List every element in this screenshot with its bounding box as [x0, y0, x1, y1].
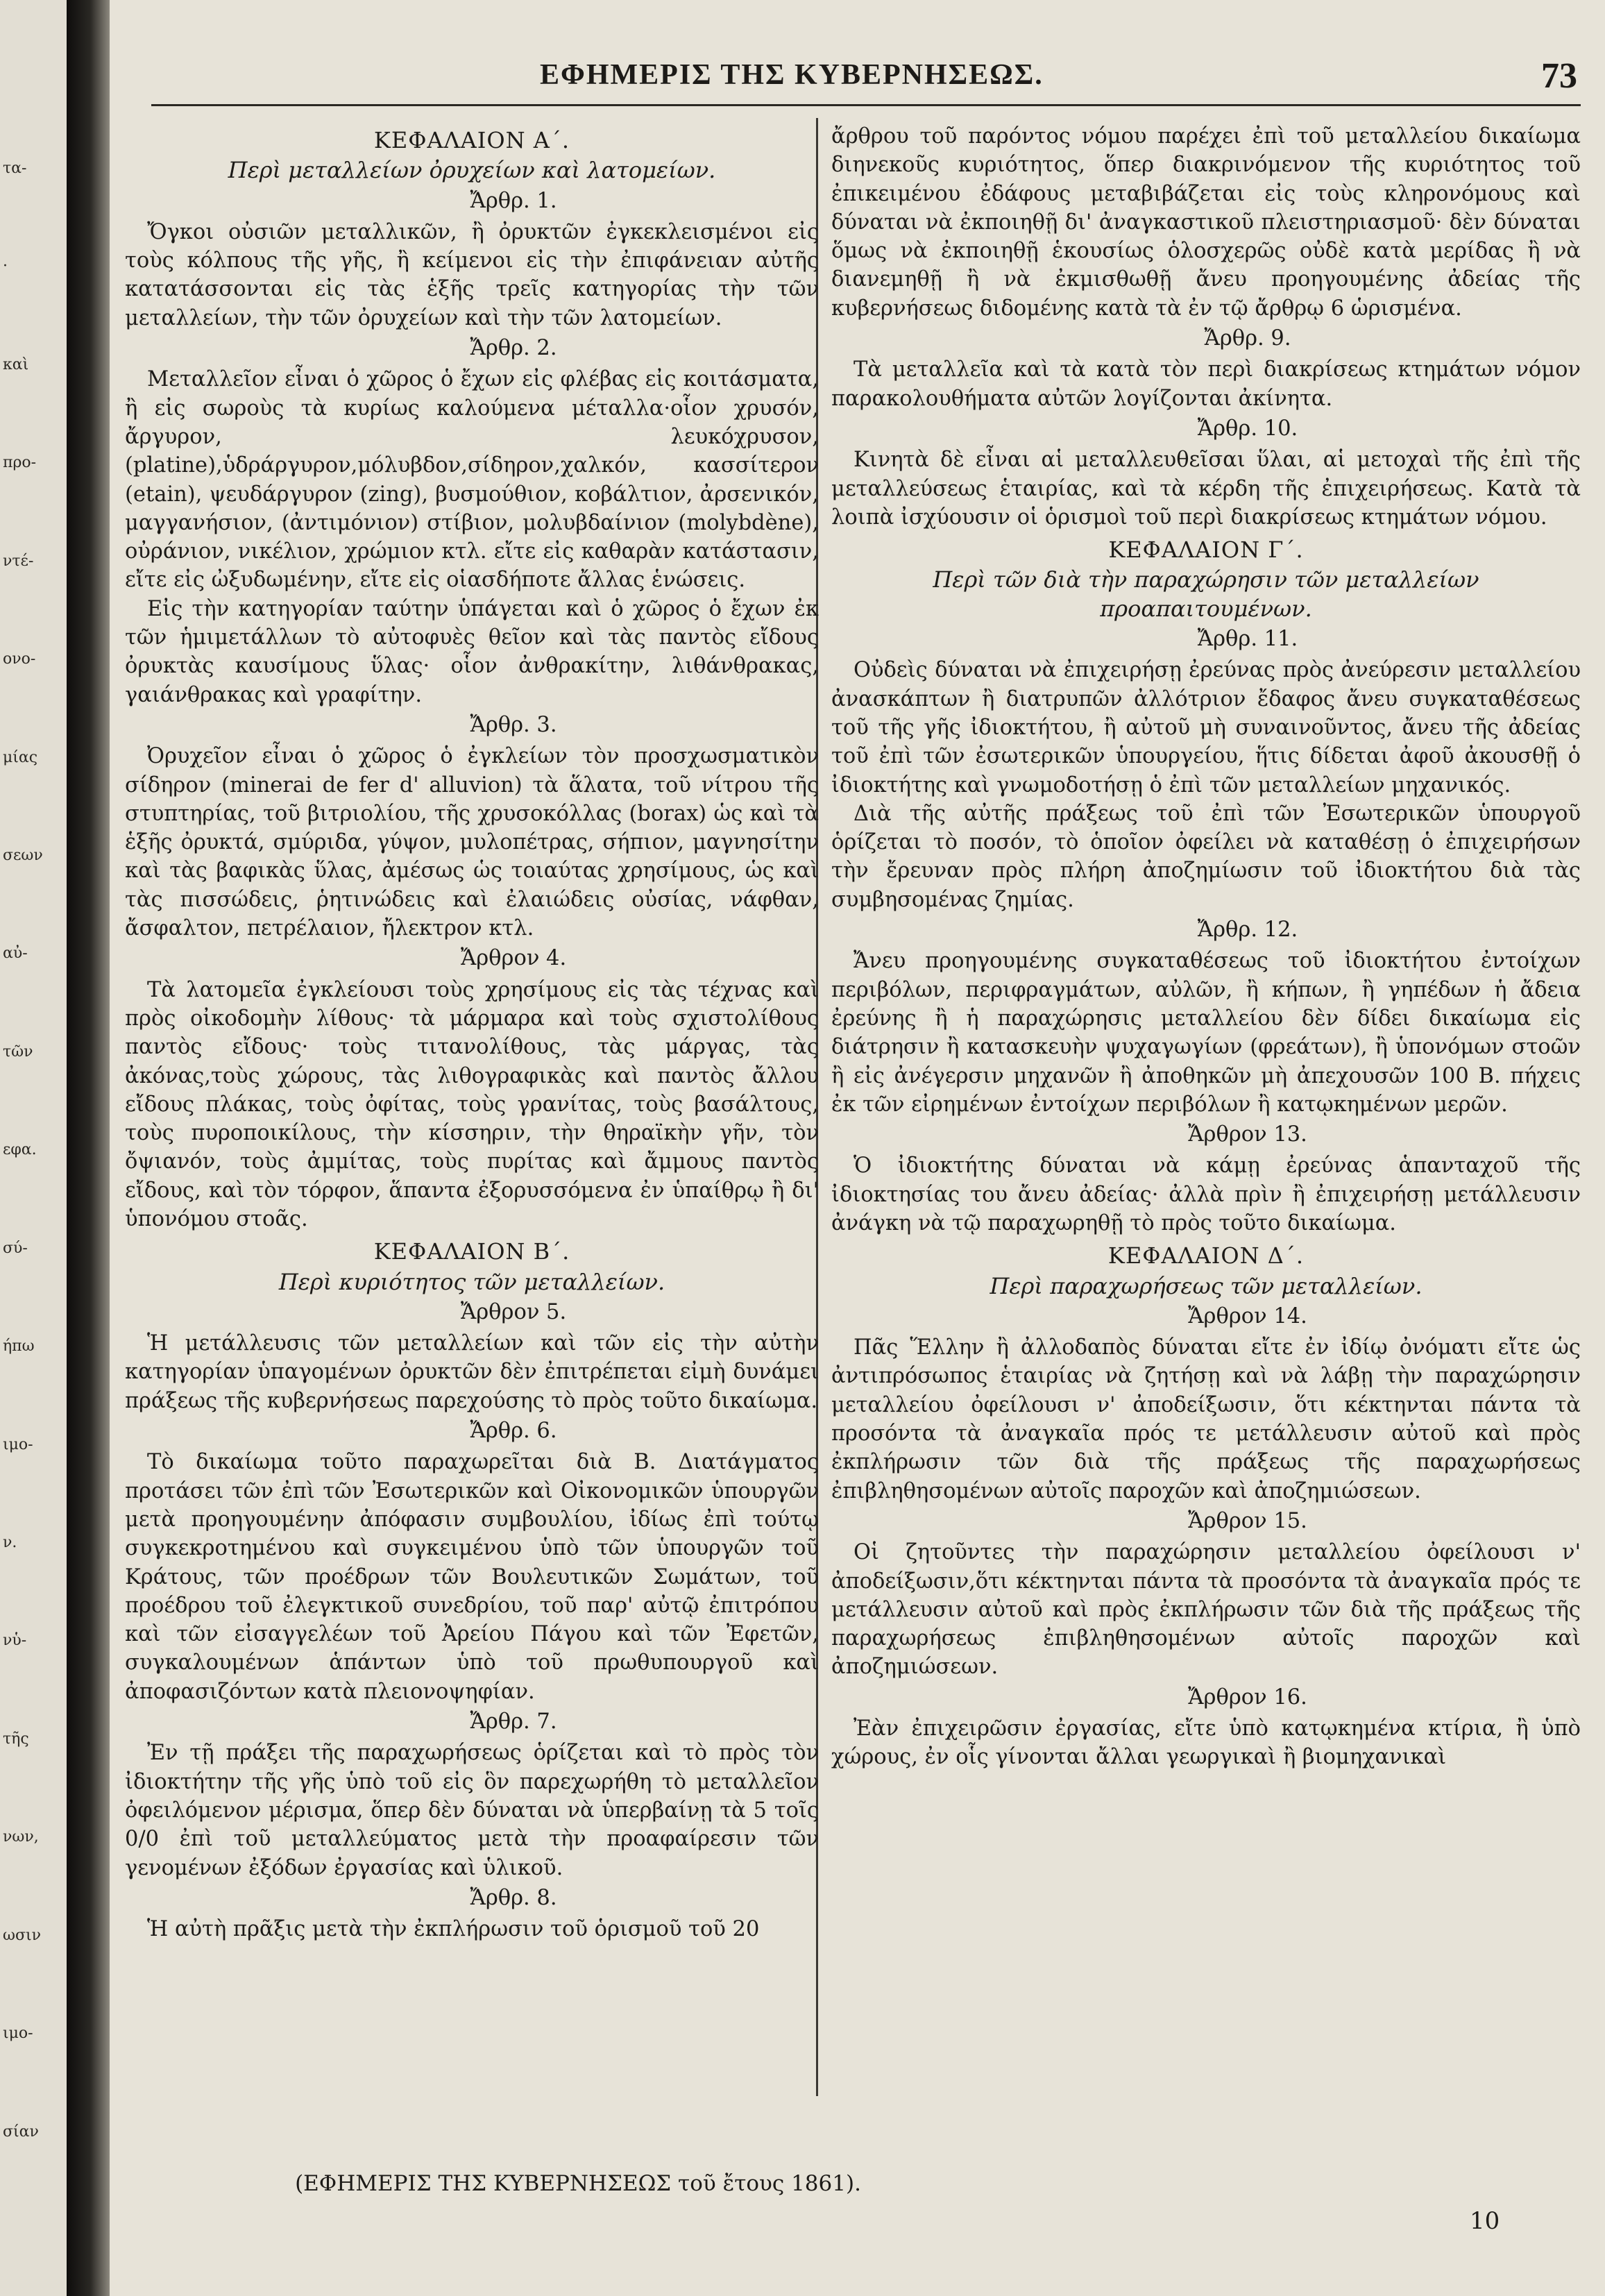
chapter-heading: ΚΕΦΑΛΑΙΟΝ Α΄. [373, 127, 570, 153]
article-number: Ἄρθρ. 3. [470, 712, 557, 737]
running-title: ΕΦΗΜΕΡΙΣ ΤΗΣ ΚΥΒΕΡΝΗΣΕΩΣ. [540, 59, 1044, 91]
margin-fragment: ωσιν [3, 1927, 41, 1944]
margin-fragment: τα- [3, 160, 27, 177]
gazette-page [110, 0, 1605, 2296]
margin-fragment: ντέ- [3, 552, 34, 570]
previous-page-margin [0, 0, 67, 2296]
paragraph: Ἐὰν ἐπιχειρῶσιν ἐργασίας, εἴτε ὑπὸ κατῳκημένα κτίρια, ἢ ὑπὸ χώρους, ἐν οἷς γίνονται ἄλλαι γεωργικαὶ ἢ βιομηχανικαὶ [831, 1716, 1581, 1770]
article-number: Ἄρθρ. 2. [470, 336, 557, 361]
margin-fragment: μίας [3, 749, 38, 766]
paragraph: Πᾶς Ἕλλην ἢ ἀλλοδαπὸς δύναται εἴτε ἐν ἰδίῳ ὀνόματι εἴτε ὡς ἀντιπρόσωπος ἑταιρίας νὰ ζητήσῃ καὶ νὰ λάβῃ τὴν παραχώρησιν μεταλλείου ὀφείλουσι ν' ἀποδείξωσιν, ὅτι κέκτηνται πάντα τὰ προσόντα τὰ ἀναγκαῖα πρός τε μετάλλευσιν αὐτοῦ καὶ πρὸς ἐκπλήρωσιν τῶν διὰ τῆς πράξεως τῆς παραχωρήσεως ἐπιβληθησομένων αὐτοῖς παροχῶν καὶ ἀποζημιώσεων. [831, 1335, 1581, 1503]
margin-fragment: σεων [3, 847, 43, 864]
article-number: Ἄρθρον 15. [1188, 1508, 1307, 1533]
margin-fragment: νων, [3, 1828, 39, 1846]
paragraph: Διὰ τῆς αὐτῆς πράξεως τοῦ ἐπὶ τῶν Ἐσωτερικῶν ὑπουργοῦ ὁρίζεται τὸ ποσόν, τὸ ὁποῖον ὀφείλει νὰ καταθέσῃ ὁ ἐπιχειρήσων τὴν ἔρευναν πρὸς πλήρη ἀποζημίωσιν τοῦ ἰδιοκτήτου διὰ τὰς συμβησομένας ζημίας. [831, 801, 1581, 912]
margin-fragment: σύ- [3, 1240, 28, 1257]
chapter-heading: ΚΕΦΑΛΑΙΟΝ Γ΄. [1108, 537, 1304, 564]
margin-fragment: προ- [3, 454, 37, 471]
paragraph: Οἱ ζητοῦντες τὴν παραχώρησιν μεταλλείου ὀφείλουσι ν' ἀποδείξωσιν,ὅτι κέκτηνται πάντα τὰ προσόντα τὰ ἀναγκαῖα πρός τε μετάλλευσιν αὐτοῦ καὶ πρὸς ἐκπλήρωσιν τῶν διὰ τῆς πράξεως τῆς παραχωρήσεως ἐπιβληθησομένων αὐτοῖς παροχῶν καὶ ἀποζημιώσεων. [831, 1540, 1581, 1680]
paragraph: Μεταλλεῖον εἶναι ὁ χῶρος ὁ ἔχων εἰς φλέβας εἰς κοιτάσματα, ἢ εἰς σωροὺς τὰ κυρίως καλούμενα μέταλλα·οἷον χρυσόν, ἄργυρον, λευκόχρυσον, (platine),ὑδράργυρον,μόλυβδον,σίδηρον,χαλκόν, κασσίτερον (etain), ψευδάργυρον (zing), βυσμούθιον, κοβάλτιον, ἀρσενικόν, μαγγανήσιον, (ἀντιμόνιον) στίβιον, μολυβδαίνιον (molybdène), οὐράνιον, νικέλιον, χρώμιον κτλ. εἴτε εἰς καθαρὰν κατάστασιν, εἴτε εἰς ὠξυδωμένην, εἴτε εἰς οἱασδήποτε ἄλλας ἑνώσεις. [125, 367, 819, 593]
margin-fragment: ν. [3, 1534, 17, 1551]
article-number: Ἄρθρ. 12. [1197, 918, 1298, 943]
paragraph: Οὐδεὶς δύναται νὰ ἐπιχειρήσῃ ἐρεύνας πρὸς ἀνεύρεσιν μεταλλείου ἀνασκάπτων ἢ διατρυπῶν ἀλλότριον ἔδαφος ἄνευ συγκαταθέσεως τοῦ τῆς γῆς ἰδιοκτήτου, ἢ αὐτοῦ μὴ συναινοῦντος, ἄνευ τῆς ἀδείας τοῦ ἐπὶ τῶν ἐσωτερικῶν ὑπουργείου, ἥτις δίδεται ἀφοῦ ἀκουσθῇ ὁ ἰδιοκτήτης καὶ γνωμοδοτήσῃ ὁ ἐπὶ τῶν μεταλλείων μηχανικός. [831, 658, 1581, 797]
paragraph: Ὄγκοι οὐσιῶν μεταλλικῶν, ἢ ὀρυκτῶν ἐγκεκλεισμένοι εἰς τοὺς κόλπους τῆς γῆς, ἢ κείμενοι εἰς τὴν ἐπιφάνειαν αὐτῆς κατατάσσονται εἰς τὰς ἑξῆς τρεῖς κατηγορίας τὴν τῶν μεταλλείων, τὴν τῶν ὀρυχείων καὶ τὴν τῶν λατομείων. [125, 219, 819, 330]
paragraph: Ἐν τῇ πράξει τῆς παραχωρήσεως ὁρίζεται καὶ τὸ πρὸς τὸν ἰδιοκτήτην τῆς γῆς ὑπὸ τοῦ εἰς ὃν παρεχωρήθη τὸ μεταλλεῖον ὀφειλόμενον μέρισμα, ὅπερ δὲν δύναται νὰ ὑπερβαίνῃ τὰ 5 τοῖς 0/0 ἐπὶ τοῦ μεταλλεύματος μετὰ τὴν προαφαίρεσιν τῶν γενομένων ἐξόδων ἐργασίας καὶ ὑλικοῦ. [125, 1741, 819, 1880]
page-footer [245, 2171, 911, 2196]
chapter-subtitle: Περὶ παραχωρήσεως τῶν μεταλλείων. [990, 1272, 1423, 1299]
paragraph: Ἄνευ προηγουμένης συγκαταθέσεως τοῦ ἰδιοκτήτου ἐντοίχων περιβόλων, περιφραγμάτων, αὐλῶν, ἢ κήπων, ἢ γηπέδων ἡ ἄδεια ἐρεύνης ἢ ἡ παραχώρησις μεταλλείου δὲν δίδει δικαίωμα εἰς διάτρησιν ἢ κατασκευὴν ψυχαγωγίων (φρεάτων), ἢ ὑπονόμων στοῶν ἢ εἰς ἀνέγερσιν μηχανῶν ἢ ἀποθηκῶν μὴ ἀπεχουσῶν 100 Β. πήχεις ἐκ τῶν εἰρημένων ἐντοίχων περιβόλων ἢ κατῳκημένων μερῶν. [831, 949, 1581, 1117]
margin-fragment: εφα. [3, 1141, 37, 1158]
article-number: Ἄρθρ. 9. [1204, 326, 1291, 351]
header-rule [151, 104, 1581, 106]
margin-fragment: ήπω [3, 1337, 35, 1355]
article-number: Ἄρθρ. 8. [470, 1885, 557, 1910]
article-number: Ἄρθρον 13. [1188, 1122, 1307, 1147]
paragraph: ἄρθρου τοῦ παρόντος νόμου παρέχει ἐπὶ τοῦ μεταλλείου δικαίωμα διηνεκοῦς κυριότητος, ὅπερ διακρινόμενον τῆς κυριότητος τοῦ ἐπικειμένου ἐδάφους μεταβιβάζεται εἰς τοὺς κληρονόμους καὶ δύναται νὰ ἐκποιηθῇ δι' ἀναγκαστικοῦ πλειστηριασμοῦ· δὲν δύναται ὅμως νὰ ἐκποιηθῇ ἑκουσίως ὁλοσχερῶς οὐδὲ κατὰ μερίδας ἢ νὰ διανεμηθῇ ἢ νὰ ἐκμισθωθῇ ἄνευ προηγουμένης ἀδείας τῆς κυβερνήσεως διδομένης κατὰ τὰ ἐν τῷ ἄρθρῳ 6 ὡρισμένα. [831, 124, 1581, 321]
paragraph: Τὸ δικαίωμα τοῦτο παραχωρεῖται διὰ Β. Διατάγματος προτάσει τῶν ἐπὶ τῶν Ἐσωτερικῶν καὶ Οἰκονομικῶν ὑπουργῶν μετὰ προηγουμένην ἀπόφασιν συμβουλίου, ἰδίως ἐπὶ τούτῳ συγκεκροτημένου καὶ συγκειμένου ὑπὸ τῶν ὑπουργῶν τοῦ Κράτους, τῶν προέδρων τῶν Βουλευτικῶν Σωμάτων, τοῦ προέδρου τοῦ ἐλεγκτικοῦ συνεδρίου, τοῦ παρ' αὐτῷ ἐπιτρόπου καὶ τῶν εἰσαγγελέων τοῦ Ἀρείου Πάγου καὶ τῶν Ἐφετῶν, συγκαλουμένων ἁπάντων ὑπὸ τοῦ πρωθυπουργοῦ καὶ ἀποφασιζόντων κατὰ πλειονοψηφίαν. [125, 1450, 819, 1704]
chapter-subtitle: Περὶ μεταλλείων ὀρυχείων καὶ λατομείων. [228, 157, 716, 184]
margin-fragment: τῆς [3, 1730, 29, 1748]
article-number: Ἄρθρ. 1. [470, 188, 557, 213]
paragraph: Κινητὰ δὲ εἶναι αἱ μεταλλευθεῖσαι ὕλαι, αἱ μετοχαὶ τῆς ἐπὶ τῆς μεταλλεύσεως ἑταιρίας, καὶ τὰ κέρδη τῆς ἐπιχειρήσεως. Κατὰ τὰ λοιπὰ ἰσχύουσιν οἱ ὁρισμοὶ τοῦ περὶ διακρίσεως κτημάτων νόμου. [831, 448, 1581, 530]
margin-fragment: ιμο- [3, 1436, 33, 1453]
margin-fragment: νὑ- [3, 1632, 27, 1649]
article-number: Ἄρθρον 16. [1188, 1685, 1307, 1710]
chapter-heading: ΚΕΦΑΛΑΙΟΝ Β΄. [373, 1238, 570, 1265]
paragraph: Τὰ λατομεῖα ἐγκλείουσι τοὺς χρησίμους εἰς τὰς τέχνας καὶ πρὸς οἰκοδομὴν λίθους· τὰ μάρμαρα καὶ τοὺς σχιστολίθους παντὸς εἴδους· τοὺς τιτανολίθους, τὰς μάργας, τὰς ἀκόνας,τοὺς χώρους, τὰς λιθογραφικὰς καὶ παντὸς ἄλλου εἴδους πλάκας, τοὺς ὀφίτας, τοὺς γρανίτας, τοὺς βασάλτους, τοὺς πυροποικίλους, τὴν κίσσηριν, τὴν θηραϊκὴν γῆν, τὸν ὄψιανόν, τοὺς ἀμμίτας, τοὺς πυρίτας καὶ ἄμμους παντὸς εἴδους, καὶ τὸν τόρφον, ἅπαντα ἐξορυσσόμενα ἐν ὑπαίθρῳ ἢ δι' ὑπονόμου στοᾶς. [125, 977, 819, 1231]
book-gutter [67, 0, 110, 2296]
paragraph: Ὀρυχεῖον εἶναι ὁ χῶρος ὁ ἐγκλείων τὸν προσχωσματικὸν σίδηρον (minerai de fer d' alluvion) τὰ ἅλατα, τοῦ νίτρου τῆς στυπτηρίας, τοῦ βιτριολίου, τῆς χρυσοκόλλας (borax) ὡς καὶ τὰ ἑξῆς ὀρυκτά, σμύριδα, γύψον, μυλοπέτρας, σήπιον, μαγνησίτην καὶ τὰς βαφικὰς ὕλας, ἀμέσως ὡς τοιαύτας χρησίμους, ὡς καὶ τὰς πισσώδεις, ῥητινώδεις καὶ ἐλαιώδεις οὐσίας, νάφθαν, ἄσφαλτον, πετρέλαιον, ἤλεκτρον κτλ. [125, 744, 819, 941]
article-number: Ἄρθρ. 11. [1197, 627, 1298, 652]
chapter-subtitle: Περὶ τῶν διὰ τὴν παραχώρησιν τῶν μεταλλείων προαπαιτουμένων. [933, 566, 1479, 622]
article-number: Ἄρθρον 5. [460, 1299, 567, 1324]
paragraph: Εἰς τὴν κατηγορίαν ταύτην ὑπάγεται καὶ ὁ χῶρος ὁ ἔχων ἐκ τῶν ἡμιμετάλλων τὸ αὐτοφυὲς θεῖον καὶ τὰς παντὸς εἴδους ὀρυκτὰς καυσίμους ὕλας· οἷον ἀνθρακίτην, λιθάνθρακας, γαιάνθρακας καὶ γραφίτην. [125, 596, 819, 707]
chapter-heading: ΚΕΦΑΛΑΙΟΝ Δ΄. [1107, 1242, 1305, 1269]
chapter-subtitle: Περὶ κυριότητος τῶν μεταλλείων. [278, 1268, 665, 1295]
margin-fragment: τῶν [3, 1043, 33, 1061]
article-number: Ἄρθρον 14. [1188, 1303, 1307, 1328]
paragraph: Τὰ μεταλλεῖα καὶ τὰ κατὰ τὸν περὶ διακρίσεως κτημάτων νόμον παρακολουθήματα αὐτῶν λογίζονται ἀκίνητα. [831, 357, 1581, 411]
article-number: Ἄρθρ. 7. [470, 1710, 557, 1734]
page-number: 73 [1541, 56, 1577, 96]
margin-fragment: καὶ [3, 356, 29, 373]
paragraph: Ἡ αὐτὴ πρᾶξις μετὰ τὴν ἐκπλήρωσιν τοῦ ὁρισμοῦ τοῦ 20 [147, 1917, 760, 1942]
article-number: Ἄρθρον 4. [460, 946, 567, 971]
margin-fragment: · [3, 258, 8, 275]
paragraph: Ἡ μετάλλευσις τῶν μεταλλείων καὶ τῶν εἰς τὴν αὐτὴν κατηγορίαν ὑπαγομένων ὀρυκτῶν δὲν ἐπιτρέπεται εἰμὴ δυνάμει πράξεως τῆς κυβερνήσεως παρεχούσης τὸ πρὸς τοῦτο δικαίωμα. [125, 1331, 819, 1413]
right-column [831, 122, 1581, 1772]
paragraph: Ὁ ἰδιοκτήτης δύναται νὰ κάμῃ ἐρεύνας ἁπανταχοῦ τῆς ἰδιοκτησίας του ἄνευ ἀδείας· ἀλλὰ πρὶν ἢ ἐπιχειρήσῃ μετάλλευσιν ἀνάγκη νὰ τῷ παραχωρηθῇ τὸ πρὸς τοῦτο δικαίωμα. [831, 1154, 1581, 1235]
margin-fragment: αὐ- [3, 945, 28, 962]
article-number: Ἄρθρ. 10. [1197, 416, 1298, 441]
margin-fragment: ονο- [3, 650, 36, 668]
signature-mark: 10 [1470, 2207, 1500, 2235]
margin-fragment: ιμο- [3, 2025, 33, 2042]
source-line: (ΕΦΗΜΕΡΙΣ ΤΗΣ ΚΥΒΕΡΝΗΣΕΩΣ τοῦ ἔτους 1861). [295, 2171, 861, 2196]
left-column [125, 122, 819, 1943]
margin-fragment: σίαν [3, 2123, 39, 2141]
article-number: Ἄρθρ. 6. [470, 1419, 557, 1444]
